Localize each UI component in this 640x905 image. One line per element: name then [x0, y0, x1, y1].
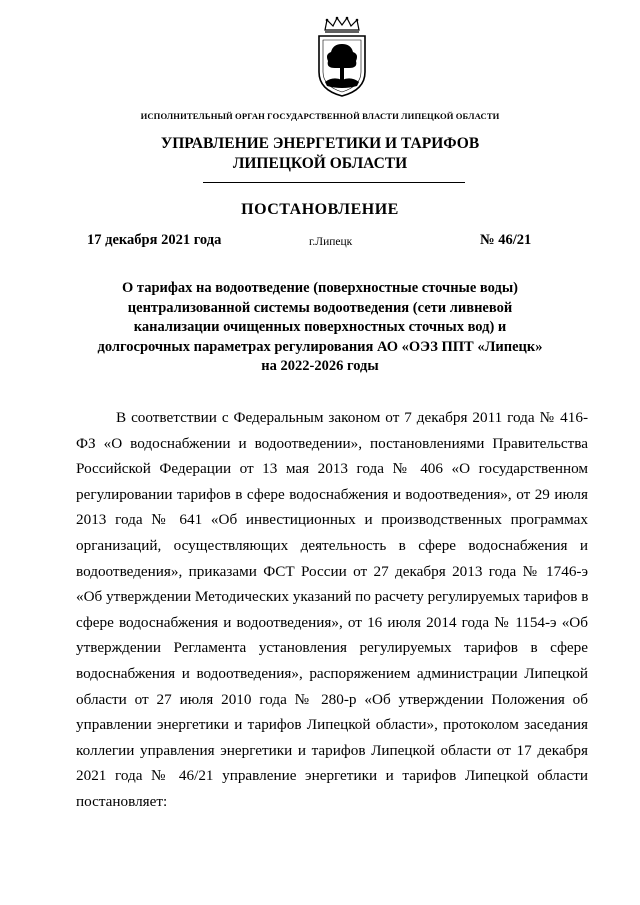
title-line: долгосрочных параметрах регулирования АО «ОЭЗ ППТ «Липецк»	[97, 338, 543, 355]
coat-of-arms-emblem	[313, 16, 371, 98]
header-divider	[203, 182, 465, 183]
title-line: О тарифах на водоотведение (поверхностные сточные воды)	[122, 280, 518, 296]
body-line: области от 27 июля 2010 года № 280-р «Об утверждении Положения об	[76, 690, 588, 708]
title-line: централизованной системы водоотведения (сети ливневой	[127, 299, 513, 316]
body-line: постановляет:	[76, 792, 168, 810]
body-line: управлении энергетики и тарифов Липецкой области», протоколом заседания	[76, 716, 588, 734]
body-line: «Об утверждении Методических указаний по расчету регулируемых тарифов в	[76, 588, 589, 606]
title-line: на 2022-2026 годы	[261, 358, 379, 374]
authority-name: ИСПОЛНИТЕЛЬНЫЙ ОРГАН ГОСУДАРСТВЕННОЙ ВЛАСТИ ЛИПЕЦКОЙ ОБЛАСТИ	[140, 111, 500, 121]
document-date: 17 декабря 2021 года	[87, 232, 222, 248]
body-line: водоснабжения и водоотведения», распоряжением администрации Липецкой	[76, 664, 588, 682]
body-line: 2021 года № 46/21 управление энергетики и тарифов Липецкой области	[76, 767, 588, 785]
body-line: утверждении Регламента установления регулируемых тарифов в сфере	[76, 639, 588, 657]
department-line-1: УПРАВЛЕНИЕ ЭНЕРГЕТИКИ И ТАРИФОВ	[160, 135, 480, 152]
body-line: В соответствии с Федеральным законом от 7 декабря 2011 года № 416-	[116, 409, 588, 426]
document-title	[0, 279, 640, 377]
body-line: сфере водоснабжения и водоотведения», от 16 июля 2014 года № 1154-э «Об	[76, 613, 588, 631]
body-line: ФЗ «О водоснабжении и водоотведении», постановлениями Правительства	[76, 434, 588, 452]
body-line: водоотведения», приказами ФСТ России от 27 декабря 2013 года № 1746-э	[76, 562, 588, 580]
document-type-heading: ПОСТАНОВЛЕНИЕ	[241, 201, 399, 218]
document-number: № 46/21	[480, 232, 532, 248]
document-city: г.Липецк	[309, 236, 353, 248]
body-line: Российской Федерации от 13 мая 2013 года № 406 «О государственном	[76, 460, 588, 478]
department-name	[0, 134, 640, 174]
body-line: регулировании тарифов в сфере водоснабжения и водоотведения», от 29 июля	[76, 485, 588, 503]
body-line: 2013 года № 641 «Об инвестиционных и производственных программах	[76, 511, 588, 529]
department-line-2: ЛИПЕЦКОЙ ОБЛАСТИ	[232, 155, 408, 172]
body-line: коллегии управления энергетики и тарифов Липецкой области от 17 декабря	[76, 741, 588, 759]
body-line: организаций, осуществляющих деятельность в сфере водоснабжения и	[76, 536, 588, 554]
body-paragraph	[76, 405, 588, 815]
title-line: канализации очищенных поверхностных сточных вод) и	[133, 319, 507, 335]
